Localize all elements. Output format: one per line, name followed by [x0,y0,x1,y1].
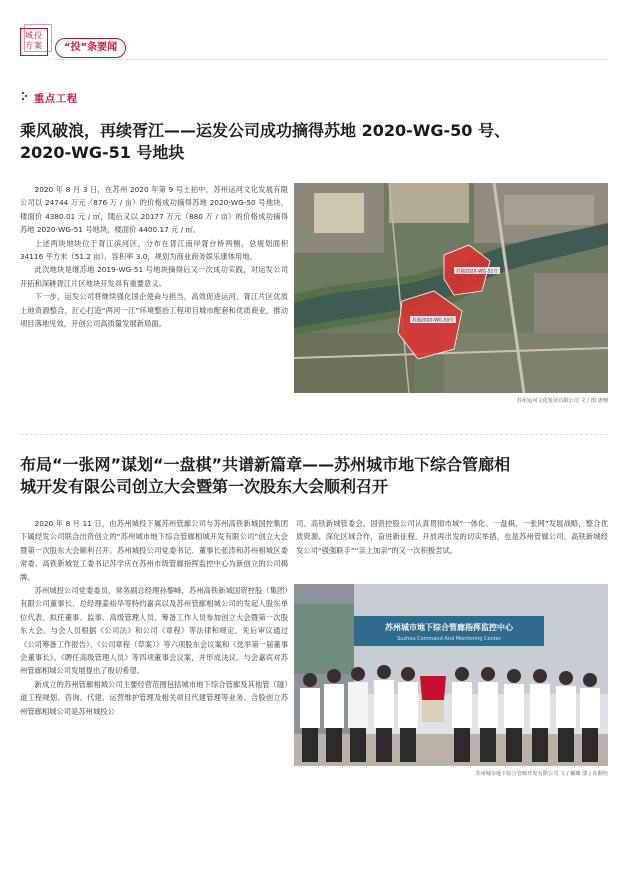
article1-paragraph: 2020 年 8 月 3 日，在苏州 2020 年第 9 号土拍中，苏州运河文化发展有限公司以 24744 万元（876 万 / 亩）的价格成功摘得苏地 2020-WG-50 号地块，楼面价 4380.01 元 / ㎡，随后又以 20177 万元（880 万 / 亩）的价格成功摘得苏地 2020-WG-51 号地块，楼面价 4400.17 元 / ㎡。 [20,185,288,235]
article2-paragraph: 2020 年 8 月 11 日，由苏州城投下属苏州管廊公司与苏州高铁新城国控集团下属经发公司联合出资创立的“苏州城市地下综合管廊相城开发有限公司”创立大会暨第一次股东大会顺利召开。苏州城投公司党委书记、董事长张涛和苏州相城区委常委、高铁新城党工委书记苏学庆在苏州市级管廊指挥监控中心为新创立的公司揭牌。 [20,519,288,582]
magazine-logo [20,28,50,58]
map-label-50: 苏地2020-WG-50号 [412,318,454,324]
article2-body-right [296,517,608,557]
article1-caption: 苏州运河文化发展有限公司 文 / 图 唐珊 [516,398,608,404]
article2-title: 布局“一张网”谋划“一盘棋”共谱新篇章——苏州城市地下综合管廊相 城开发有限公司创立大会暨第一次股东大会顺利召开 [20,455,511,496]
map-label-51: 苏地2020-WG-51号 [456,269,498,275]
article-divider [20,434,608,435]
article2-paragraph: 司、高铁新城管委会、国资控股公司认真贯彻市域“一体化、一盘棋、一张网”发展战略，整合优质资源、深化区域合作，奋进新征程，开放再出发的切实举措，也是苏州管廊公司、高铁新城经发公司“强强联手”“亲上加亲”的又一次积极尝试。 [296,519,608,555]
photo-sign-text: 苏州城市地下综合管廊指挥监控中心 [385,623,513,632]
article2-caption: 苏州城市地下综合管廊开发有限公司 文 / 戴臻 图 / 许顺怡 [475,771,608,777]
article2-paragraph: 苏州城投公司党委委员、常务副总经理孙黎峰，苏州高铁新城国资控股（集团）有限公司董事长、总经理姜裕华等特约嘉宾以及苏州管廊相城公司的发起人股东单位代表、拟任董事、监事、高级管理人员、筹备工作人员参加创立大会暨第一次股东大会。与会人员根据《公司法》和公司《章程》等法律和规定，先后审议通过《公司筹备工作报告》、《公司章程（草案）》等六项股东会议案和《选举第一届董事会董事长》、《聘任高级管理人员》等四项董事会议案，并形成决议。与会嘉宾对苏州管廊相城公司发展提出了殷切希望。 [20,586,288,676]
article2-body-left [20,517,288,718]
photo-sign-en: Suzhou Command And Monitoring Center [397,636,501,642]
logo-text: 城投 方案 [25,31,43,50]
ceremony-photo [294,584,608,766]
article1-paragraph: 下一步，运发公司将继续强化国企使命与担当，高效促进运河、胥江片区优质土地资源整合，匠心打造“两河一江”环境整治工程项目城市配套和优质商业，推动项目落地见效，开创公司高质量发展新局面。 [20,292,288,329]
article2-paragraph: 新成立的苏州管廊相城公司主要经营范围包括城市地下综合管廊及其他管（隧）道工程规划、咨询、代建、运营维护管理及相关项目代建管理等业务。合股创立苏州管廊相城公司是苏州城投公 [20,679,288,716]
header-rule [53,59,608,60]
article1-paragraph: 此次地块是继苏地 2019-WG-51 号地块摘得后又一次成功实践，对运发公司开拓和深耕胥江片区地块开发具有重要意义。 [20,265,288,288]
section-label: 重点工程 [34,94,78,105]
article1-body [20,183,288,330]
section-marker-icon [22,92,30,100]
column-banner: “投”条要闻 [55,38,126,58]
satellite-map-image [294,183,608,393]
article1-title: 乘风破浪，再续胥江——运发公司成功摘得苏地 2020-WG-50 号、 2020-WG-51 号地块 [20,121,511,162]
article1-paragraph: 上述两块地块位于胥江滨河区，分布在胥江南岸胥台桥两侧，总规划面积 34116 平方米（51.2 亩），容积率 3.0，规划为商业商务娱乐康体用地。 [20,238,288,262]
